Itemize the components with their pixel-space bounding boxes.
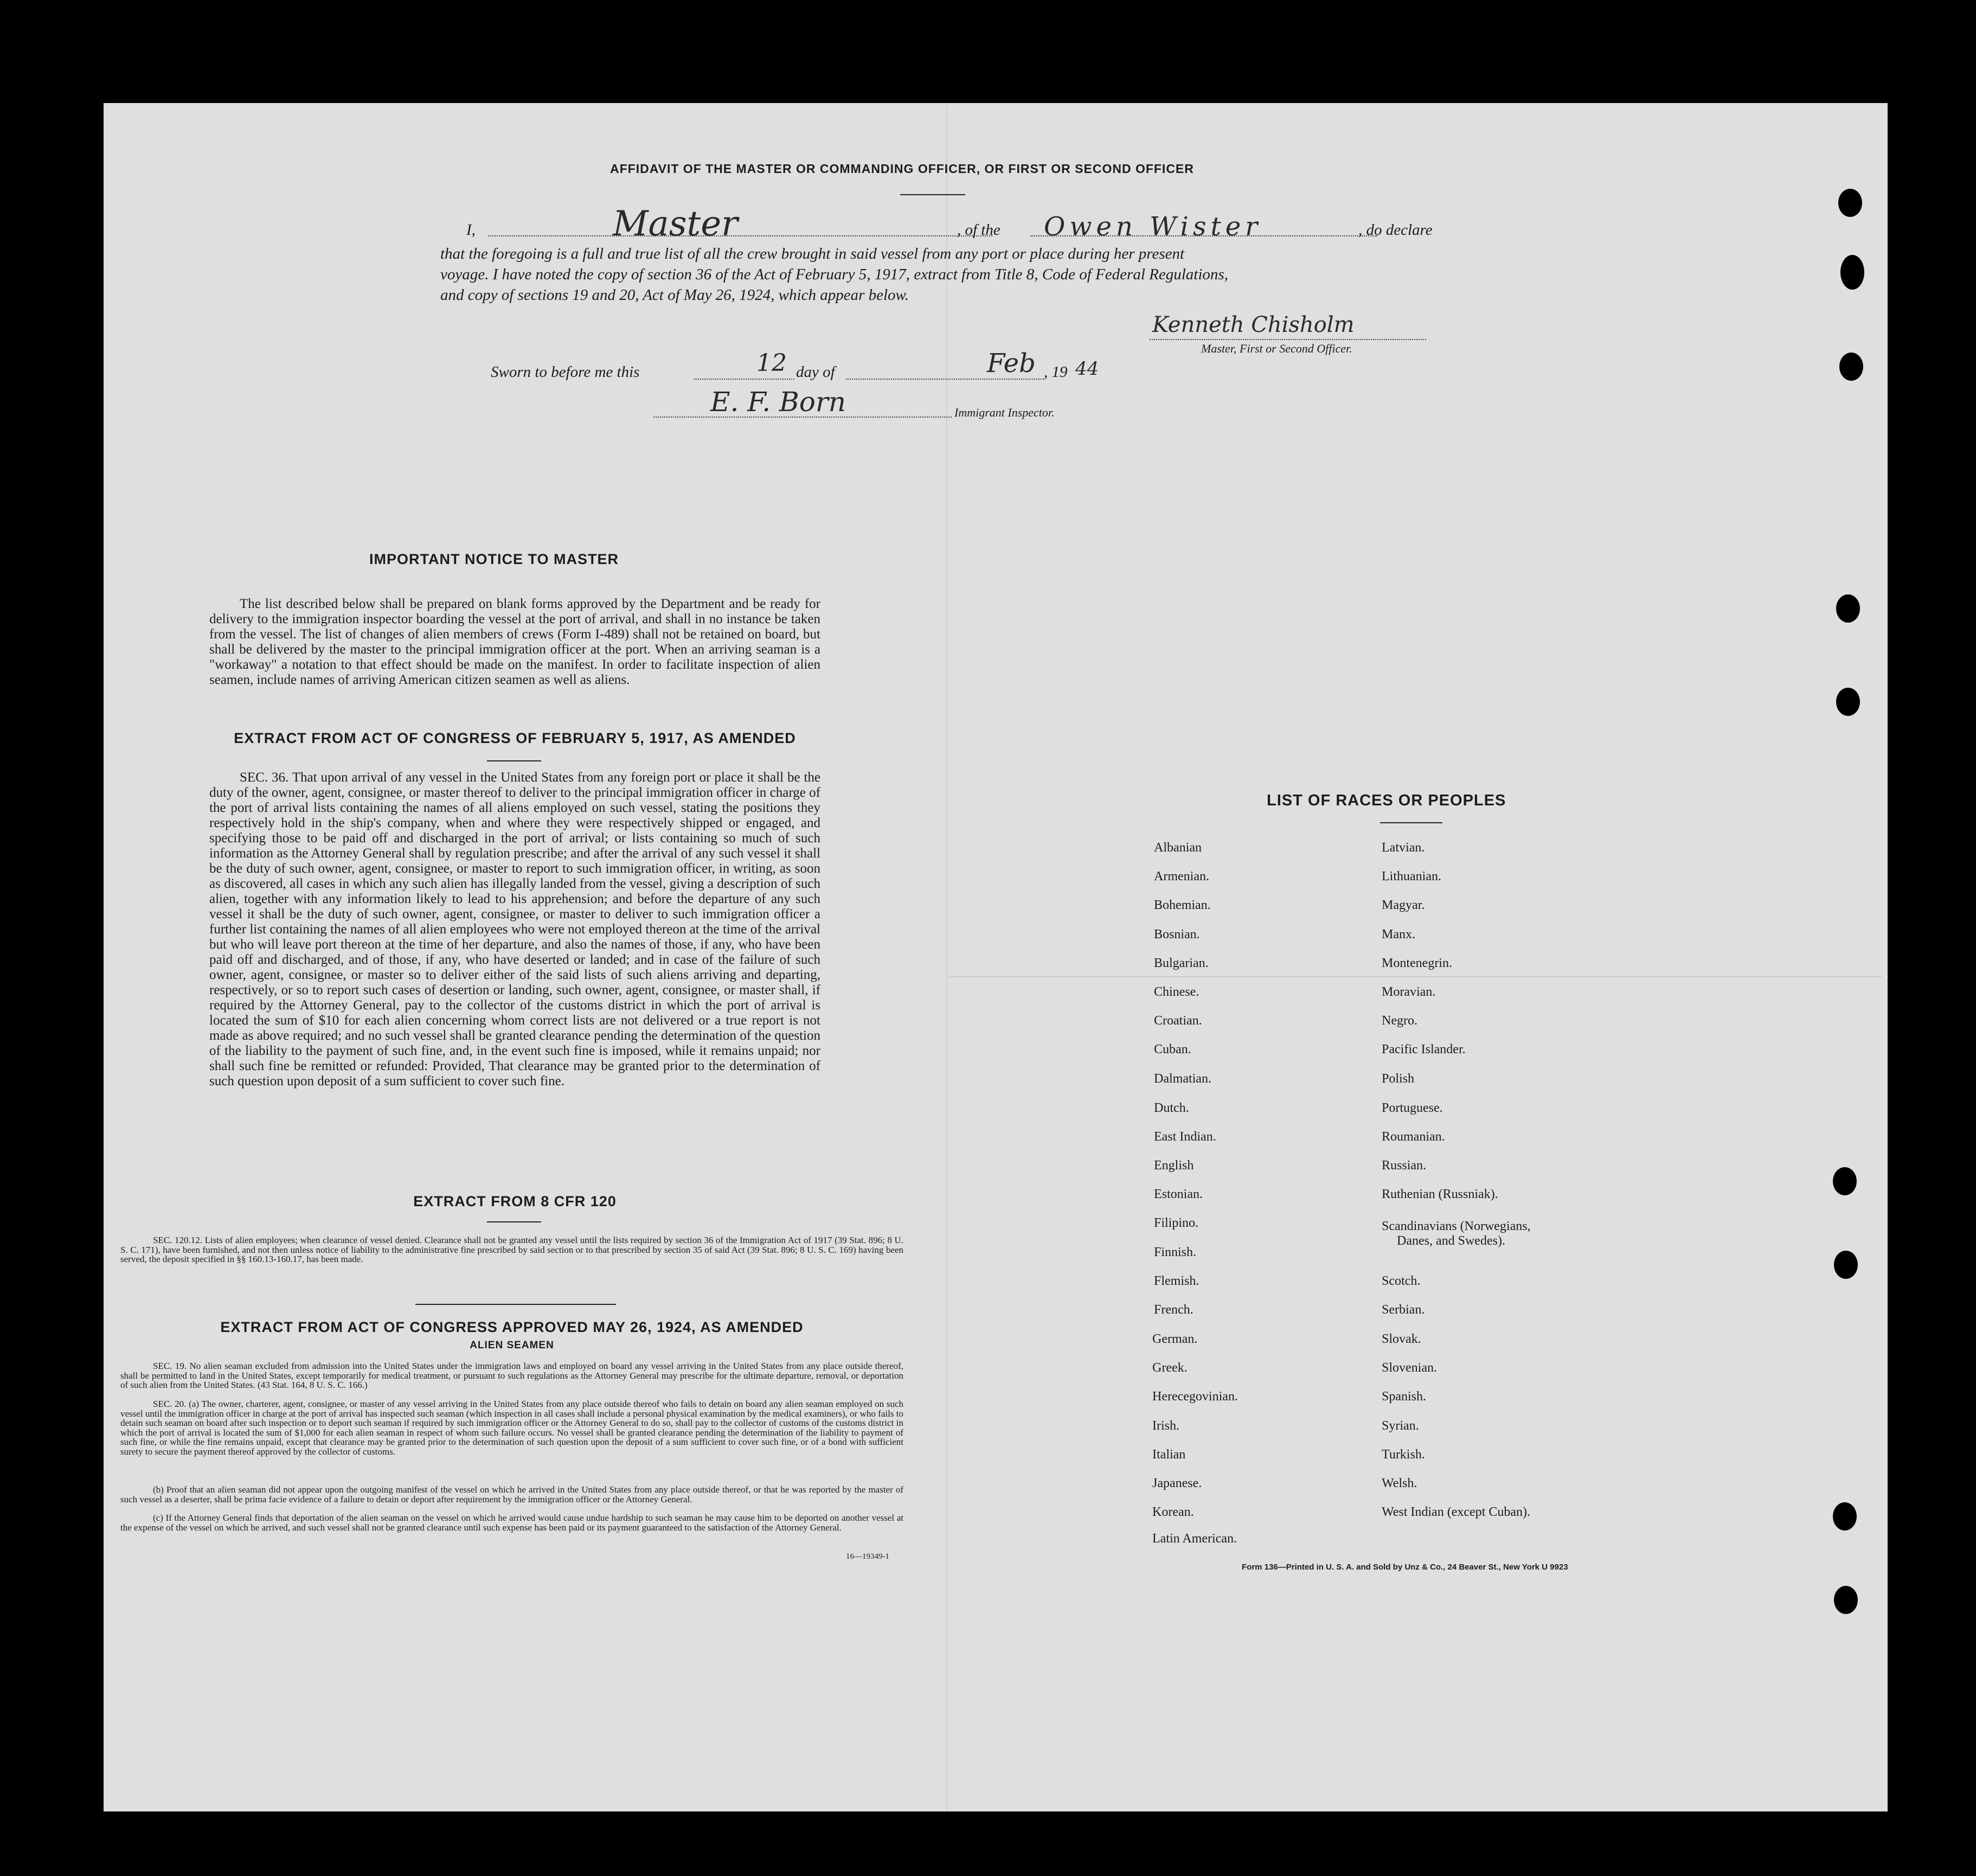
inspector-signature: E. F. Born (710, 386, 846, 418)
race-item: Russian. (1382, 1158, 1427, 1173)
divider (487, 760, 541, 761)
inspector-caption: Immigrant Inspector. (954, 406, 1055, 419)
race-item: Dutch. (1154, 1101, 1189, 1115)
race-item: Turkish. (1382, 1448, 1425, 1462)
race-item: German. (1152, 1332, 1198, 1346)
sworn-label: Sworn to before me this (491, 363, 640, 381)
race-item: Serbian. (1382, 1303, 1425, 1317)
vessel-handwritten: Owen Wister (1044, 212, 1262, 242)
year-prefix: , 19 (1044, 363, 1068, 381)
race-item: Latvian. (1382, 841, 1425, 855)
race-item: Scandinavians (Norwegians, (1382, 1219, 1531, 1233)
punch-hole (1839, 353, 1863, 381)
extract-1924-sec19: SEC. 19. No alien seaman excluded from admission into the United States under the immigration laws and employed on board any vessel arriving in the United States from any place outside thereof, shall be permitted to land in the United States, except temporarily for medical treatment, or pursuant to such regulations as the Attorney General may prescribe for the ultimate departure, removal, or deportation of such alien from the United States. (43 Stat. 164, 8 U. S. C. 166.) (120, 1361, 903, 1390)
extract-1917-title: EXTRACT FROM ACT OF CONGRESS OF FEBRUARY 5, 1917, AS AMENDED (234, 730, 796, 746)
master-signature: Kenneth Chisholm (1152, 312, 1355, 337)
race-item: Estonian. (1154, 1187, 1203, 1201)
race-item: Japanese. (1152, 1476, 1202, 1490)
divider (487, 1221, 541, 1222)
notice-text: The list described below shall be prepared on blank forms approved by the Department and be ready for delivery to the immigration inspector boarding the vessel at the port of arrival, and shall in no instance be taken from the vessel. The list of changes of alien members of crews (Form I-489) shall not be retained on board, but shall be delivered by the master to the principal immigration officer at the port. When an arriving seaman is a "workaway" a notation to that effect should be made on the manifest. In order to facilitate inspection of alien seamen, include names of arriving American citizen seamen as well as aliens. (209, 597, 820, 687)
rank-handwritten: Master (613, 204, 738, 244)
race-item: Spanish. (1382, 1390, 1427, 1404)
punch-hole (1834, 1251, 1858, 1279)
race-item: Welsh. (1382, 1476, 1417, 1490)
extract-1917-text: SEC. 36. That upon arrival of any vessel in the United States from any foreign port or place it shall be the duty of the owner, agent, consignee, or master thereof to deliver to the principal immigration officer in charge of the port of arrival lists containing the names of all aliens employed on such vessel, stating the positions they respectively hold in the ship's company, when and where they were respectively shipped or engaged, and specifying those to be paid off and discharged in the port of arrival; or lists containing so much of such information as the Attorney General shall by regulation prescribe; and after the arrival of any such vessel it shall be the duty of such owner, agent, consignee, or master to report to such immigration officer, in writing, as soon as discovered, all cases in which any such alien has illegally landed from the vessel, giving a description of such alien, together with any information likely to lead to his apprehension; and before the departure of any such vessel it shall be the duty of such owner, agent, consignee, or master to deliver to such immigration officer a further list containing the names of all alien employees who were not employed thereon at the time of the arrival but who will leave port thereon at the time of her departure, and also the names of those, if any, who have been paid off and discharged, and of those, if any, who have deserted or landed; and in case of the failure of such owner, agent, consignee, or master so to deliver either of the said lists of such aliens arriving and departing, respectively, or so to report such cases of desertion or landing, such owner, agent, consignee, or master shall, if required by the Attorney General, pay to the collector of the customs district in which the port of arrival is located the sum of $10 for each alien concerning whom correct lists are not delivered or a true report is not made as above required; and no such vessel shall be granted clearance pending the determination of the question of the liability to the payment of such fine, and, in the event such fine is imposed, while it remains unpaid; nor shall such fine be remitted or refunded: Provided, That clearance may be granted prior to the determination of such question upon deposit of a sum sufficient to cover such fine. (209, 770, 820, 1089)
race-item: Chinese. (1154, 985, 1199, 999)
race-item: Danes, and Swedes). (1397, 1234, 1505, 1248)
punch-hole (1838, 189, 1862, 217)
rank-blank (488, 235, 992, 236)
notice-title: IMPORTANT NOTICE TO MASTER (369, 551, 619, 567)
race-item: Manx. (1382, 927, 1415, 942)
race-item: Albanian (1154, 841, 1202, 855)
punch-hole (1840, 255, 1864, 290)
punch-hole (1833, 1502, 1857, 1531)
race-item: Finnish. (1154, 1245, 1197, 1259)
race-item: Moravian. (1382, 985, 1436, 999)
printer-line: Form 136—Printed in U. S. A. and Sold by Unz & Co., 24 Beaver St., New York U 9923 (1242, 1563, 1568, 1572)
races-title: LIST OF RACES OR PEOPLES (1267, 792, 1506, 809)
year-handwritten: 44 (1075, 358, 1099, 380)
extract-1924-sec20b: (b) Proof that an alien seaman did not appear upon the outgoing manifest of the vessel on which he arrived in the United States from any place outside thereof, or that he was reported by the master of such vessel as a deserter, shall be prima facie evidence of a failure to detain or deport after requirement by the immigration officer or the Attorney General. (120, 1484, 903, 1504)
affidavit-line-1 (466, 204, 1459, 247)
extract-1924-sec20c: (c) If the Attorney General finds that deportation of the alien seaman on the vessel on which he arrived would cause undue hardship to such seaman he may cause him to be deported on another vessel at the expense of the vessel on which he arrived, and such vessel shall not be granted clearance until such expense has been paid or its payment guaranteed to the satisfaction of the Attorney General. (120, 1513, 903, 1533)
race-item: Slovak. (1382, 1332, 1421, 1346)
race-item: East Indian. (1154, 1130, 1216, 1144)
i-label: I, (466, 221, 476, 239)
race-item: Syrian. (1382, 1419, 1419, 1433)
form-number: 16—19349-1 (846, 1552, 889, 1561)
do-declare-label: , do declare (1358, 221, 1433, 239)
race-item: Negro. (1382, 1014, 1417, 1028)
race-item: Portuguese. (1382, 1101, 1443, 1115)
month-blank (846, 379, 1044, 380)
race-item: Lithuanian. (1382, 869, 1441, 883)
signature-caption: Master, First or Second Officer. (1201, 342, 1352, 355)
extract-1924-sec20a: SEC. 20. (a) The owner, charterer, agent, consignee, or master of any vessel arriving in the United States from any place outside thereof who fails to detain on board any alien seaman employed on such vessel until the immigration officer in charge at the port of arrival has inspected such seaman (which inspection in all cases shall include a personal physical examination by the medical examiners), or who fails to detain such seaman on board after such inspection or to deport such seaman if required by such immigration officer or the Attorney General to do so, shall pay to the collector of customs of the customs district in which the port of arrival is located the sum of $1,000 for each alien seaman in respect of whom such failure occurs. No vessel shall be granted clearance pending the determination of the liability to payment of such fine, or while the fine remains unpaid, except that clearance may be granted prior to the determination of such question upon the deposit of a sum sufficient to cover such fine, or of a bond with sufficient surety to secure the payment thereof approved by the collector of customs. (120, 1399, 903, 1457)
divider (1380, 822, 1442, 823)
punch-hole (1836, 688, 1860, 716)
race-item: Greek. (1152, 1361, 1188, 1375)
race-item: English (1154, 1158, 1194, 1173)
day-of-label: day of (796, 363, 835, 381)
extract-1924-subtitle: ALIEN SEAMEN (470, 1340, 554, 1351)
race-item: Armenian. (1154, 869, 1209, 883)
race-item: Latin American. (1152, 1532, 1237, 1546)
race-item: West Indian (except Cuban). (1382, 1505, 1530, 1519)
month-handwritten: Feb (987, 348, 1036, 379)
race-item: Scotch. (1382, 1274, 1421, 1288)
day-blank (694, 379, 794, 380)
punch-hole (1836, 594, 1860, 623)
affidavit-title: AFFIDAVIT OF THE MASTER OR COMMANDING OFFICER, OR FIRST OR SECOND OFFICER (610, 162, 1194, 176)
race-item: Pacific Islander. (1382, 1042, 1466, 1057)
race-item: Bosnian. (1154, 927, 1200, 942)
race-item: Polish (1382, 1072, 1415, 1086)
race-item: Roumanian. (1382, 1130, 1445, 1144)
race-item: Slovenian. (1382, 1361, 1437, 1375)
signature-blank (1150, 339, 1426, 340)
race-item: Herecegovinian. (1152, 1390, 1238, 1404)
race-item: Magyar. (1382, 898, 1425, 912)
day-handwritten: 12 (756, 349, 787, 377)
race-item: Croatian. (1154, 1014, 1202, 1028)
punch-hole (1833, 1167, 1857, 1195)
race-item: French. (1154, 1303, 1194, 1317)
divider (900, 194, 965, 195)
extract-cfr-text: SEC. 120.12. Lists of alien employees; when clearance of vessel denied. Clearance shall not be granted any vessel until the lists required by section 36 of the Immigration Act of 1917 (39 Stat. 896; 8 U. S. C. 171), have been furnished, and not then unless notice of liability to the administrative fine prescribed by said section or to that prescribed by section 35 of said Act (39 Stat. 896; 8 U. S. C. 169) having been served, the deposit specified in §§ 160.13-160.17, has been made. (120, 1235, 903, 1264)
sworn-line (491, 348, 1196, 390)
extract-1924-title: EXTRACT FROM ACT OF CONGRESS APPROVED MAY 26, 1924, AS AMENDED (220, 1319, 804, 1335)
affidavit-line-2: that the foregoing is a full and true list of all the crew brought in said vessel from any port or place during her present (440, 245, 1185, 262)
race-item: Dalmatian. (1154, 1072, 1211, 1086)
race-item: Korean. (1152, 1505, 1194, 1519)
punch-hole (1834, 1586, 1858, 1614)
race-item: Filipino. (1154, 1216, 1199, 1230)
race-item: Italian (1152, 1448, 1186, 1462)
race-item: Bulgarian. (1154, 956, 1209, 970)
extract-cfr-title: EXTRACT FROM 8 CFR 120 (413, 1193, 617, 1209)
race-item: Irish. (1152, 1419, 1179, 1433)
fold-line-horizontal (949, 976, 1882, 977)
affidavit-line-4: and copy of sections 19 and 20, Act of May 26, 1924, which appear below. (440, 286, 909, 304)
affidavit-line-3: voyage. I have noted the copy of section 36 of the Act of February 5, 1917, extract from Title 8, Code of Federal Regulations, (440, 266, 1228, 283)
race-item: Cuban. (1154, 1042, 1191, 1057)
divider (415, 1304, 616, 1305)
race-item: Flemish. (1154, 1274, 1199, 1288)
of-the-label: , of the (957, 221, 1000, 239)
race-item: Ruthenian (Russniak). (1382, 1187, 1498, 1201)
race-item: Montenegrin. (1382, 956, 1452, 970)
race-item: Bohemian. (1154, 898, 1211, 912)
